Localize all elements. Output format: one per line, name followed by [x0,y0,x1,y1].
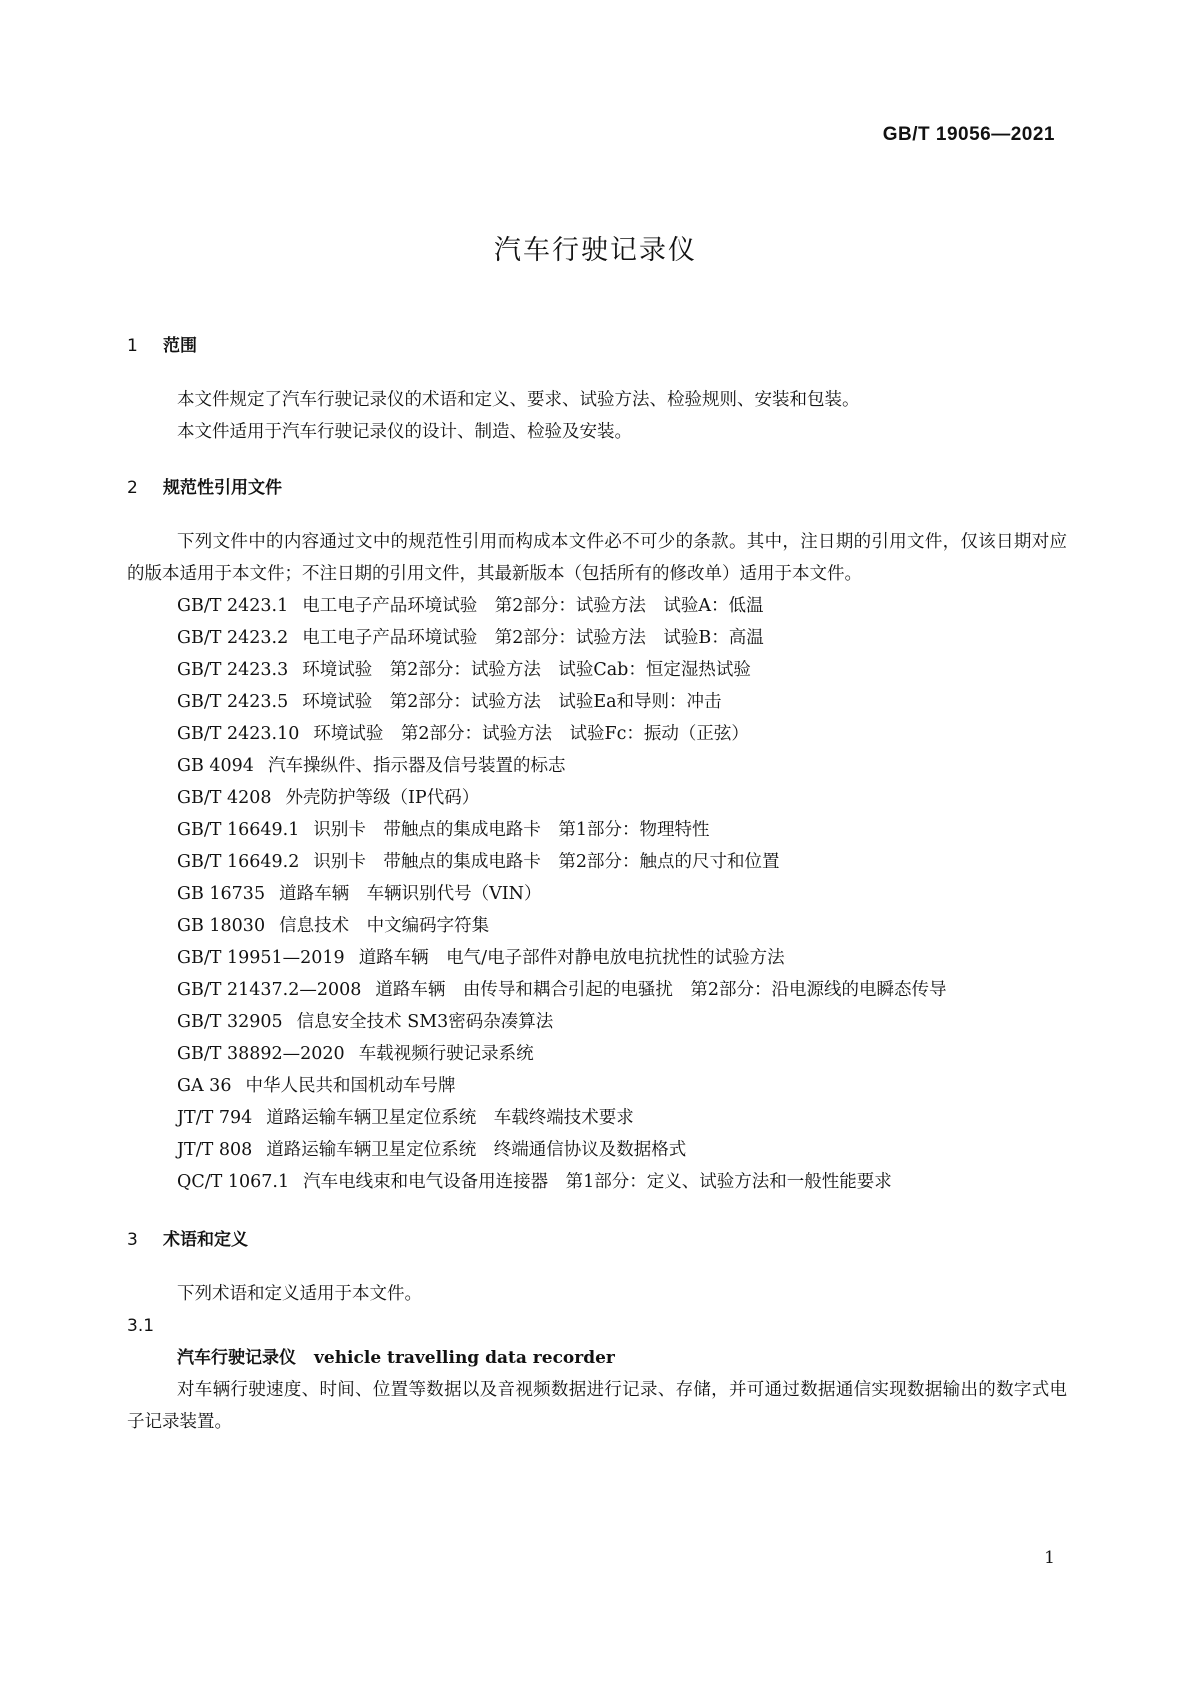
reference-item [127,1006,1067,1038]
reference-item [127,942,1067,974]
reference-item [127,654,1067,686]
reference-item [127,590,1067,622]
reference-item [127,910,1067,942]
term-english: vehicle travelling data recorder [314,1348,615,1368]
reference-title: 信息技术 中文编码字符集 [279,916,490,936]
reference-code: GB/T 2423.3 [177,660,289,680]
reference-list [127,590,1067,1198]
term-number: 3.1 [127,1316,155,1336]
reference-item [127,814,1067,846]
reference-title: 环境试验 第2部分：试验方法 试验Fc：振动（正弦） [313,724,749,744]
reference-code: GA 36 [177,1076,232,1096]
reference-code: GB/T 2423.1 [177,596,289,616]
reference-code: GB/T 4208 [177,788,272,808]
reference-code: GB 16735 [177,884,266,904]
scope-paragraph-2: 本文件适用于汽车行驶记录仪的设计、制造、检验及安装。 [177,422,632,442]
section-title: 规范性引用文件 [163,478,282,498]
reference-item [127,1070,1067,1102]
section-title: 范围 [163,336,197,356]
document-title: 汽车行驶记录仪 [494,235,697,266]
reference-code: GB/T 32905 [177,1012,283,1032]
section-number: 2 [127,478,138,498]
reference-title: 汽车电线束和电气设备用连接器 第1部分：定义、试验方法和一般性能要求 [303,1172,892,1192]
document-body [127,334,1067,1438]
reference-code: GB/T 19951—2019 [177,948,345,968]
reference-code: GB/T 2423.2 [177,628,289,648]
references-intro: 下列文件中的内容通过文中的规范性引用而构成本文件必不可少的条款。其中，注日期的引用文件，仅该日期对应的版本适用于本文件；不注日期的引用文件，其最新版本（包括所有的修改单）适用于本文件。 [127,532,1067,584]
reference-item [127,782,1067,814]
term-chinese: 汽车行驶记录仪 [177,1348,296,1368]
reference-item [127,686,1067,718]
reference-title: 道路车辆 由传导和耦合引起的电骚扰 第2部分：沿电源线的电瞬态传导 [375,980,947,1000]
terms-intro: 下列术语和定义适用于本文件。 [177,1284,422,1304]
reference-title: 环境试验 第2部分：试验方法 试验Cab：恒定湿热试验 [302,660,751,680]
reference-title: 汽车操纵件、指示器及信号装置的标志 [267,756,566,776]
reference-title: 信息安全技术 SM3密码杂凑算法 [296,1012,554,1032]
term-definition: 对车辆行驶速度、时间、位置等数据以及音视频数据进行记录、存储，并可通过数据通信实现数据输出的数字式电子记录装置。 [127,1380,1067,1432]
reference-code: GB/T 21437.2—2008 [177,980,362,1000]
scope-paragraph-1: 本文件规定了汽车行驶记录仪的术语和定义、要求、试验方法、检验规则、安装和包装。 [177,390,860,410]
reference-code: GB/T 16649.1 [177,820,300,840]
reference-item [127,1102,1067,1134]
reference-item [127,846,1067,878]
section-heading-normative-references [127,476,1067,500]
reference-code: GB/T 2423.10 [177,724,300,744]
reference-title: 电工电子产品环境试验 第2部分：试验方法 试验A：低温 [302,596,764,616]
reference-item [127,718,1067,750]
reference-title: 识别卡 带触点的集成电路卡 第2部分：触点的尺寸和位置 [313,852,780,872]
reference-title: 电工电子产品环境试验 第2部分：试验方法 试验B：高温 [302,628,764,648]
reference-item [127,974,1067,1006]
reference-title: 道路车辆 电气/电子部件对静电放电抗扰性的试验方法 [358,948,785,968]
reference-title: 环境试验 第2部分：试验方法 试验Ea和导则：冲击 [302,692,722,712]
section-heading-terms [127,1228,1067,1252]
standard-number: GB/T 19056—2021 [882,124,1055,145]
section-number: 3 [127,1230,138,1250]
reference-item [127,750,1067,782]
reference-code: GB 4094 [177,756,254,776]
term-entry [127,1342,1067,1374]
reference-title: 识别卡 带触点的集成电路卡 第1部分：物理特性 [313,820,710,840]
reference-code: GB/T 16649.2 [177,852,300,872]
reference-code: JT/T 808 [177,1140,253,1160]
reference-code: GB/T 2423.5 [177,692,289,712]
reference-item [127,1166,1067,1198]
reference-item [127,1134,1067,1166]
reference-code: GB/T 38892—2020 [177,1044,345,1064]
reference-title: 道路运输车辆卫星定位系统 车载终端技术要求 [266,1108,634,1128]
reference-code: QC/T 1067.1 [177,1172,290,1192]
section-number: 1 [127,336,138,356]
page-number: 1 [1044,1548,1055,1568]
reference-code: JT/T 794 [177,1108,253,1128]
reference-title: 道路运输车辆卫星定位系统 终端通信协议及数据格式 [266,1140,687,1160]
reference-title: 道路车辆 车辆识别代号（VIN） [279,884,542,904]
reference-code: GB 18030 [177,916,266,936]
reference-title: 外壳防护等级（IP代码） [285,788,480,808]
reference-item [127,878,1067,910]
section-heading-scope [127,334,1067,358]
section-title: 术语和定义 [163,1230,248,1250]
reference-title: 车载视频行驶记录系统 [358,1044,534,1064]
reference-item [127,1038,1067,1070]
reference-title: 中华人民共和国机动车号牌 [245,1076,456,1096]
reference-item [127,622,1067,654]
